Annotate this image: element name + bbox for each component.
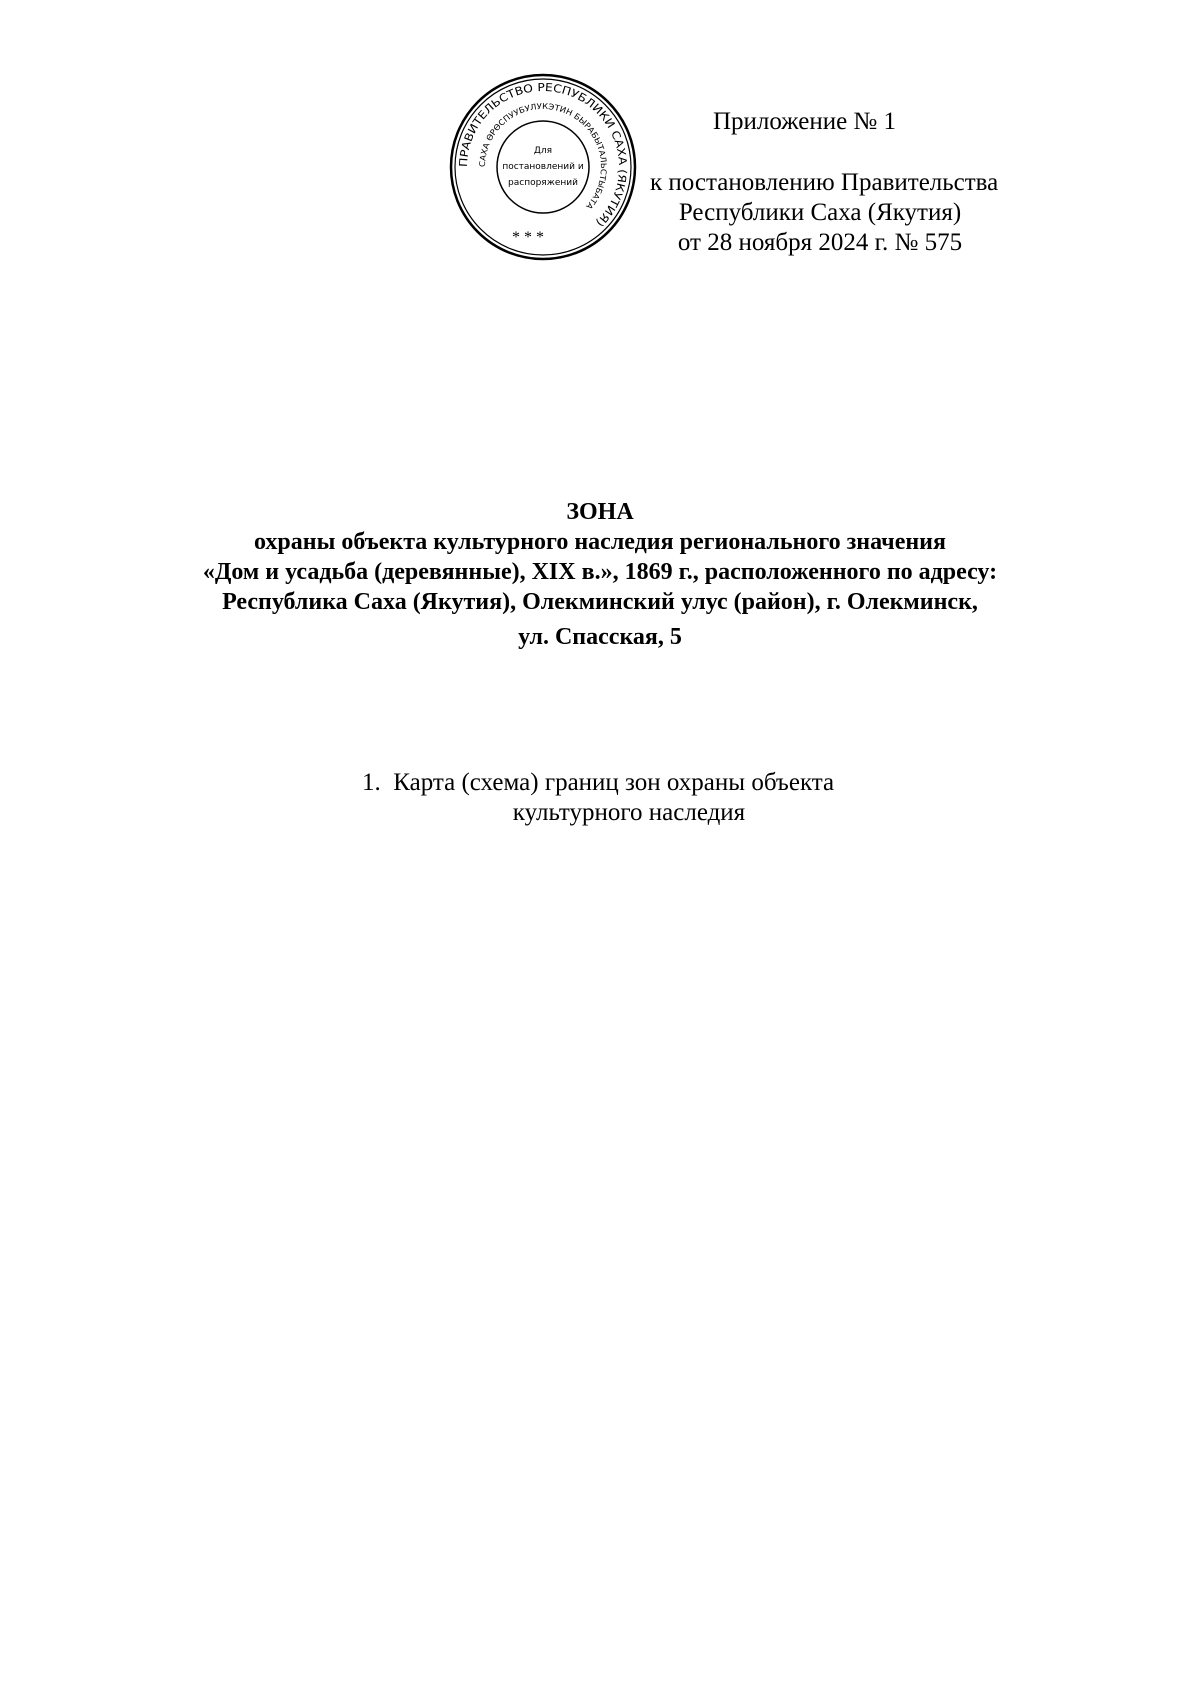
official-seal [448, 72, 638, 262]
government-line: Республики Саха (Якутия) [678, 199, 962, 226]
list-item-1 [362, 768, 834, 798]
title-line-5: ул. Спасская, 5 [518, 624, 682, 650]
list-item-text: Карта (схема) границ зон охраны объекта [393, 769, 835, 796]
date-number-line: от 28 ноября 2024 г. № 575 [677, 229, 963, 256]
seal-inner-text: САХА ӨРӨСПУУБУЛУКЭТИН БЫРАБЫТАЛЬСТЫБАТА [477, 101, 609, 211]
seal-outer-text: ПРАВИТЕЛЬСТВО РЕСПУБЛИКИ САХА (ЯКУТИЯ) [456, 80, 630, 229]
resolution-line: к постановлению Правительства [650, 169, 999, 196]
seal-center-line1: Для [533, 146, 553, 156]
seal-stars: * * * [512, 229, 544, 246]
title-line-3: «Дом и усадьба (деревянные), XIX в.», 1869 г., расположенного по адресу: [202, 559, 998, 585]
title-line-2: охраны объекта культурного наследия регионального значения [254, 529, 946, 555]
seal-center-line3: распоряжений [508, 178, 578, 188]
appendix-label: Приложение № 1 [713, 108, 897, 135]
list-item-number: 1. [362, 769, 381, 796]
title-heading: ЗОНА [566, 499, 634, 525]
list-item-1-continuation: культурного наследия [512, 799, 746, 826]
seal-center-line2: постановлений и [502, 162, 584, 172]
title-line-4: Республика Саха (Якутия), Олекминский улус (район), г. Олекминск, [222, 589, 978, 615]
